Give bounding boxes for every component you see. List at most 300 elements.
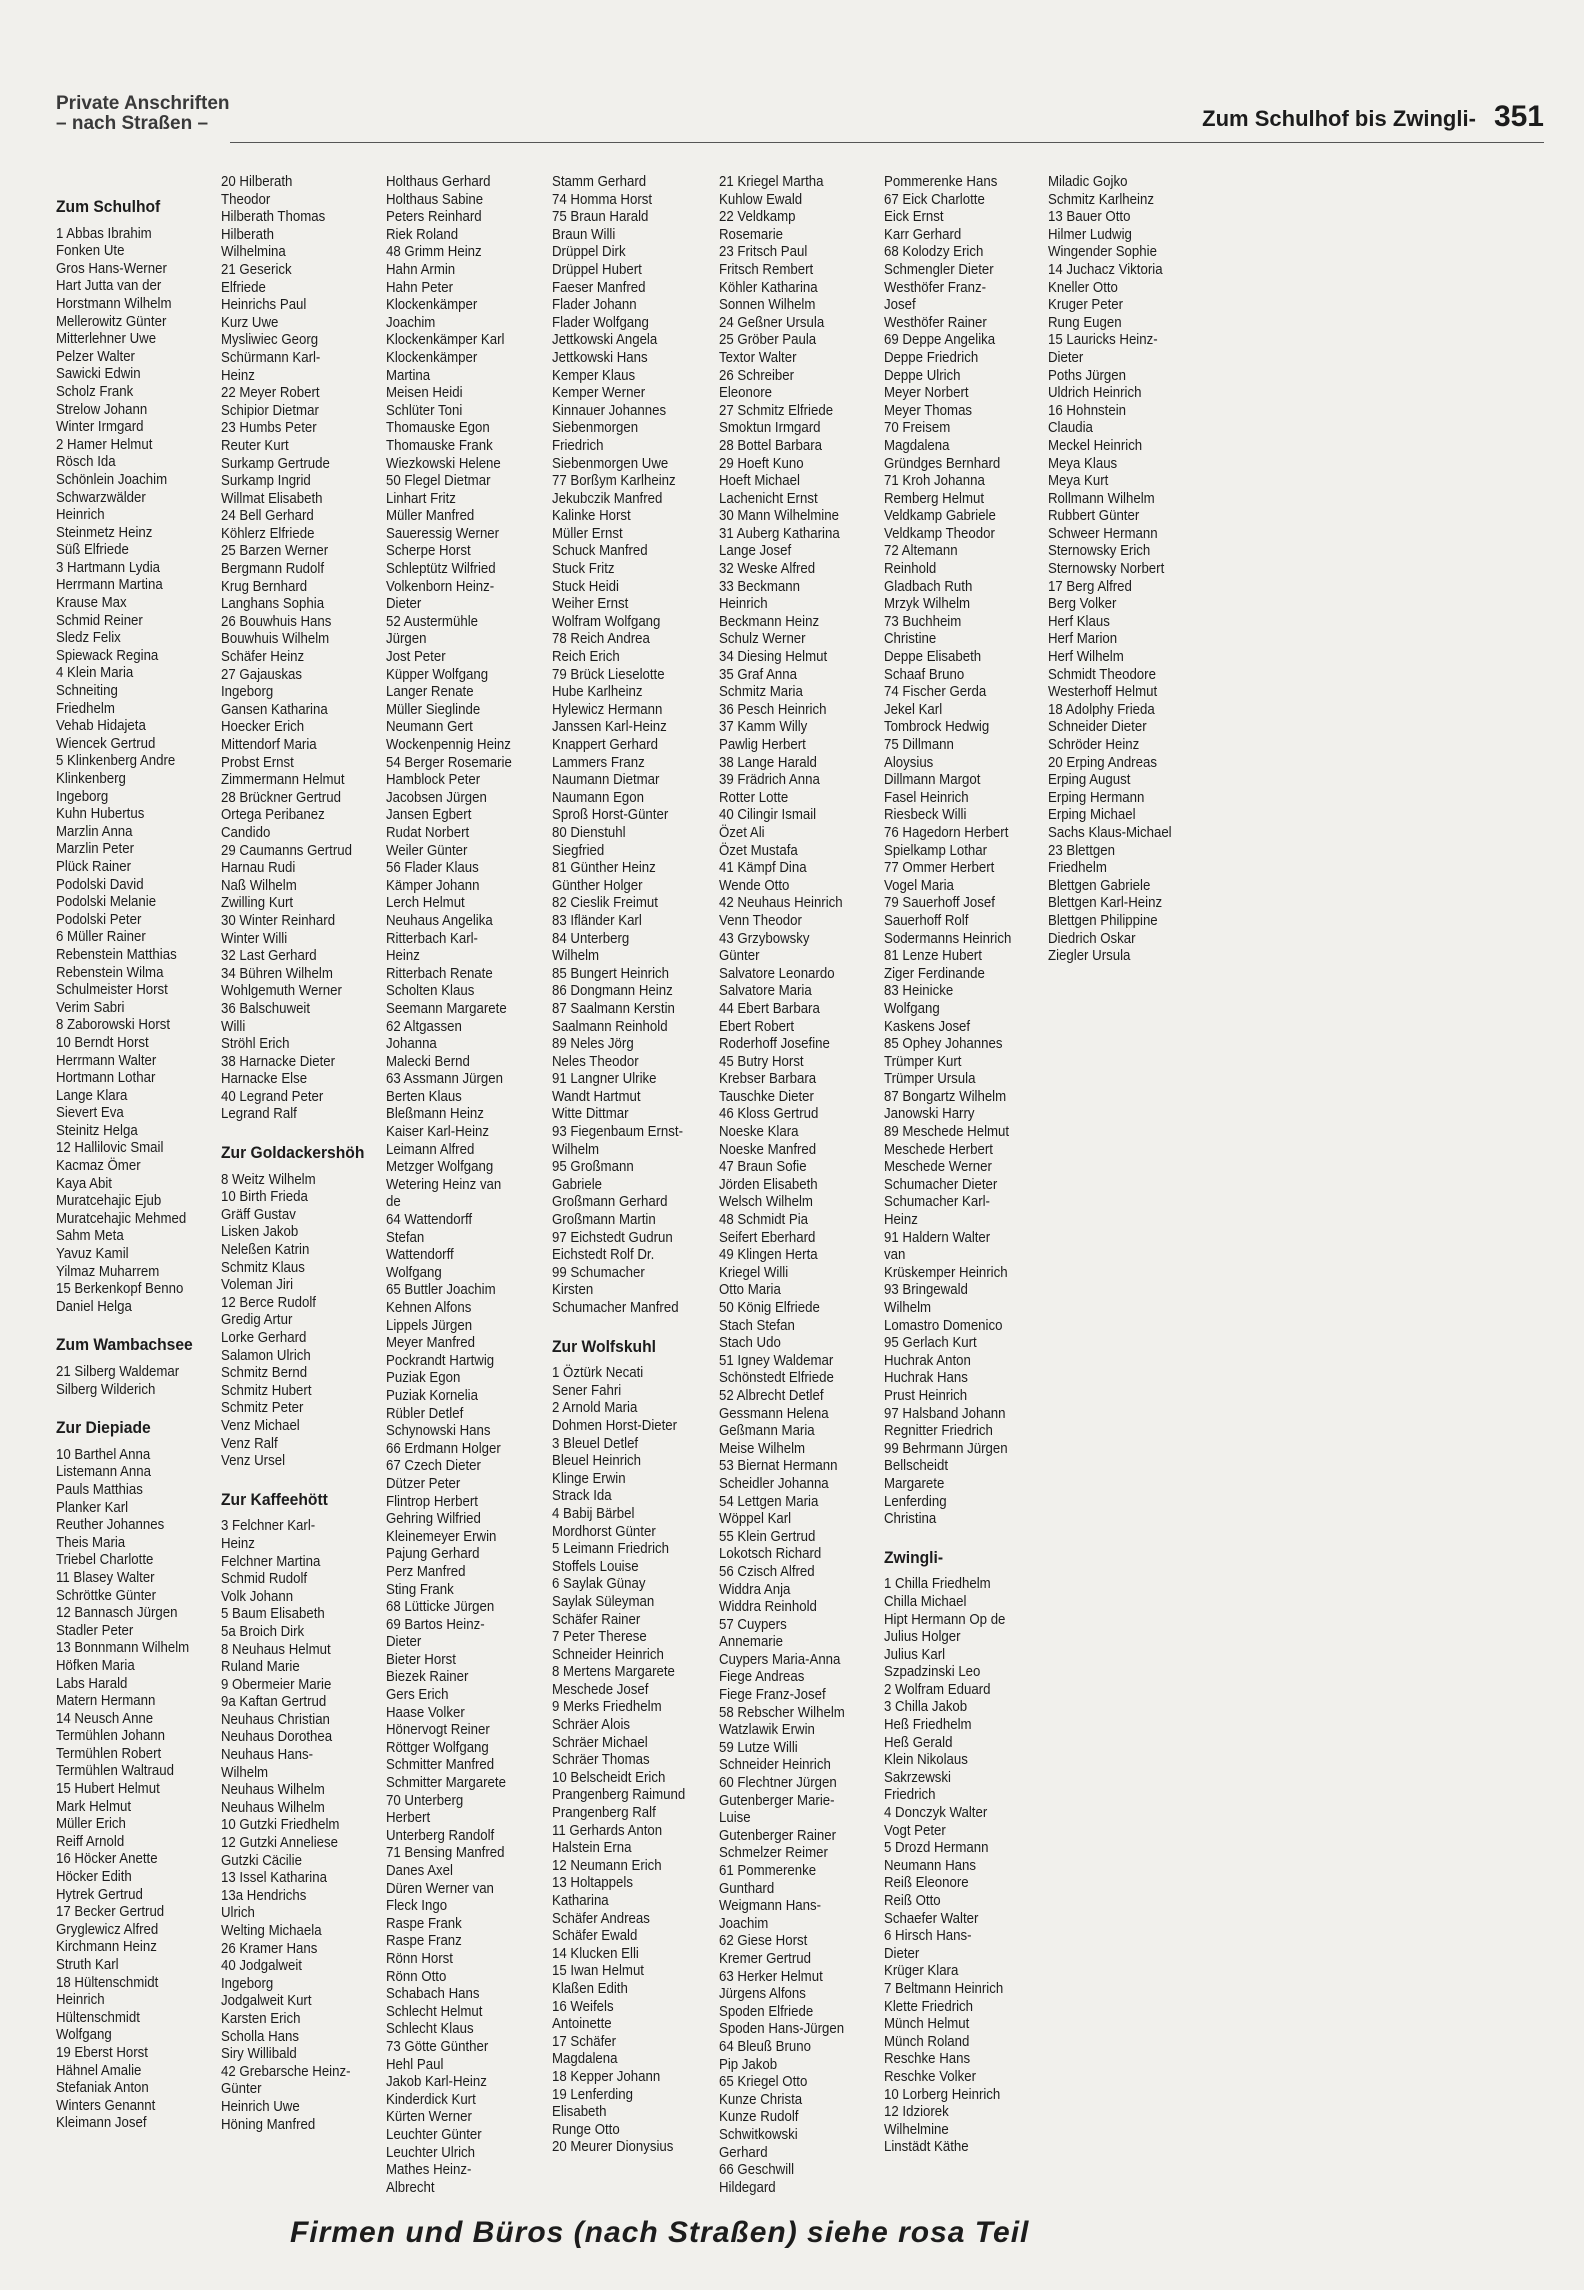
resident-entry: Spoden Elfriede — [719, 2003, 814, 2020]
resident-entry: Herbert — [386, 1810, 431, 1827]
resident-entry: 24 Bell Gerhard — [221, 508, 314, 525]
resident-entry: 13 Bauer Otto — [1048, 209, 1131, 226]
resident-entry: 6 Saylak Günay — [552, 1576, 646, 1593]
resident-entry: Özet Mustafa — [719, 842, 798, 859]
resident-entry: Cuypers Maria-Anna — [719, 1651, 841, 1668]
resident-entry: Theis Maria — [56, 1534, 126, 1551]
resident-entry: Schmitz Peter — [221, 1400, 304, 1417]
resident-entry: 56 Czisch Alfred — [719, 1563, 815, 1580]
resident-entry: Heinz — [386, 948, 420, 965]
resident-entry: Jost Peter — [386, 649, 446, 666]
resident-entry: Kämper Johann — [386, 877, 480, 894]
resident-entry: Ziger Ferdinande — [884, 965, 985, 982]
resident-entry: Watzlawik Erwin — [719, 1722, 815, 1739]
resident-entry: Jekel Karl — [884, 701, 943, 718]
resident-entry: Lerch Helmut — [386, 895, 465, 912]
resident-entry: Klinkenberg — [56, 771, 126, 787]
resident-entry: Rönn Otto — [386, 1968, 447, 1985]
resident-entry: Heß Gerald — [884, 1734, 953, 1751]
resident-entry: Siegfried — [552, 842, 605, 859]
resident-entry: Schabach Hans — [386, 1986, 480, 2003]
resident-entry: 54 Berger Rosemarie — [386, 754, 512, 771]
resident-entry: Volk Johann — [221, 1588, 294, 1605]
resident-entry: Kurz Uwe — [221, 314, 279, 331]
resident-entry: Hilberath — [221, 226, 274, 243]
resident-entry: Kaiser Karl-Heinz — [386, 1124, 490, 1141]
resident-entry: 11 Gerhards Anton — [552, 1822, 663, 1839]
resident-entry: 10 Gutzki Friedhelm — [221, 1817, 340, 1834]
resident-entry: 10 Birth Frieda — [221, 1189, 308, 1206]
resident-entry: Schmidt Theodore — [1048, 666, 1156, 683]
resident-entry: 10 Lorberg Heinrich — [884, 2086, 1001, 2103]
resident-entry: Unterberg Randolf — [386, 1827, 495, 1844]
resident-entry: 5 Leimann Friedrich — [552, 1541, 670, 1558]
resident-entry: Reinhold — [884, 561, 937, 578]
resident-entry: Naumann Egon — [552, 789, 645, 806]
resident-entry: Probst Ernst — [221, 754, 294, 771]
resident-entry: Sting Frank — [386, 1581, 454, 1598]
resident-entry: Sachs Klaus-Michael — [1048, 824, 1172, 841]
resident-entry: 3 Bleuel Detlef — [552, 1435, 639, 1452]
resident-entry: Martina — [386, 367, 431, 384]
resident-entry: Muratcehajic Ejub — [56, 1193, 162, 1210]
resident-entry: Tombrock Hedwig — [884, 719, 990, 736]
resident-entry: Hildegard — [719, 2179, 776, 2196]
resident-entry: Margarete — [884, 1475, 945, 1492]
resident-entry: Stefaniak Anton — [56, 2080, 149, 2097]
resident-entry: 63 Assmann Jürgen — [386, 1071, 504, 1088]
resident-entry: Schräer Thomas — [552, 1752, 650, 1769]
resident-entry: Kleinemeyer Erwin — [386, 1528, 497, 1545]
resident-entry: Flader Johann — [552, 297, 637, 314]
resident-entry: Kunze Christa — [719, 2091, 803, 2108]
resident-entry: Roderhoff Josefine — [719, 1036, 830, 1053]
resident-entry: 81 Lenze Hubert — [884, 948, 982, 965]
resident-entry: Wilhelm — [221, 1764, 269, 1781]
resident-entry: 17 Becker Gertrud — [56, 1904, 165, 1921]
resident-entry: 64 Bleuß Bruno — [719, 2038, 811, 2055]
resident-entry: Schäfer Ewald — [552, 1928, 638, 1945]
resident-entry: Raspe Frank — [386, 1915, 462, 1932]
resident-entry: 40 Legrand Peter — [221, 1088, 324, 1105]
resident-entry: Siebenmorgen Uwe — [552, 455, 669, 472]
resident-entry: Berten Klaus — [386, 1088, 462, 1105]
resident-entry: Hoeft Michael — [719, 473, 800, 490]
resident-entry: Herf Marion — [1048, 631, 1118, 648]
resident-entry: 1 Chilla Friedhelm — [884, 1576, 991, 1593]
resident-entry: Schaefer Walter — [884, 1910, 979, 1927]
resident-entry: Kacmaz Ömer — [56, 1158, 141, 1175]
resident-entry: Sahm Meta — [56, 1228, 124, 1245]
resident-entry: Erping August — [1048, 772, 1131, 789]
resident-entry: Neuhaus Dorothea — [221, 1729, 333, 1746]
resident-entry: Tauschke Dieter — [719, 1088, 814, 1105]
resident-entry: Schneider Heinrich — [719, 1757, 831, 1774]
street-heading: Zum Wambachsee — [56, 1335, 193, 1355]
resident-entry: Dohmen Horst-Dieter — [552, 1417, 678, 1434]
resident-entry: 12 Berce Rudolf — [221, 1294, 316, 1311]
resident-entry: Wilhelm — [552, 1141, 600, 1158]
resident-entry: Schneider Heinrich — [552, 1646, 664, 1663]
resident-entry: Ebert Robert — [719, 1018, 795, 1035]
resident-entry: Ulrich — [221, 1905, 255, 1922]
resident-entry: 29 Hoeft Kuno — [719, 455, 804, 472]
resident-entry: Küpper Wolfgang — [386, 666, 489, 683]
resident-entry: 2 Wolfram Eduard — [884, 1681, 991, 1698]
resident-entry: 28 Brückner Gertrud — [221, 789, 341, 806]
resident-entry: Gründges Bernhard — [884, 455, 1001, 472]
resident-entry: Rung Eugen — [1048, 314, 1122, 331]
resident-entry: Termühlen Robert — [56, 1745, 162, 1762]
resident-entry: 20 Meurer Dionysius — [552, 2139, 674, 2156]
resident-entry: Neumann Gert — [386, 719, 473, 736]
resident-entry: Kleimann Josef — [56, 2115, 147, 2132]
resident-entry: 12 Hallilovic Smail — [56, 1140, 164, 1157]
resident-entry: Smoktun Irmgard — [719, 420, 821, 437]
resident-entry: Schmitter Manfred — [386, 1757, 495, 1774]
resident-entry: 51 Igney Waldemar — [719, 1352, 834, 1369]
resident-entry: Hilberath Thomas — [221, 209, 326, 226]
resident-entry: Termühlen Johann — [56, 1728, 165, 1745]
resident-entry: 15 Iwan Helmut — [552, 1963, 644, 1980]
resident-entry: Hytrek Gertrud — [56, 1886, 143, 1903]
resident-entry: Braun Willi — [552, 226, 616, 243]
resident-entry: Reuter Kurt — [221, 437, 289, 454]
resident-entry: Schmitter Margarete — [386, 1775, 506, 1792]
resident-entry: 86 Dongmann Heinz — [552, 983, 673, 1000]
resident-entry: Klockenkämper — [386, 349, 478, 366]
resident-entry: Saalmann Reinhold — [552, 1018, 668, 1035]
resident-entry: Neuhaus Christian — [221, 1711, 330, 1728]
resident-entry: Langer Renate — [386, 684, 474, 701]
resident-entry: Faeser Manfred — [552, 279, 646, 296]
resident-entry: Krüger Klara — [884, 1963, 959, 1980]
resident-entry: Pommerenke Hans — [884, 174, 998, 190]
resident-entry: Rönn Horst — [386, 1950, 453, 1967]
resident-entry: Veldkamp Gabriele — [884, 508, 996, 525]
resident-entry: Sproß Horst-Günter — [552, 807, 669, 824]
resident-entry: Planker Karl — [56, 1499, 129, 1516]
listing-column-3 — [386, 174, 512, 2197]
resident-entry: Widdra Anja — [719, 1581, 791, 1598]
resident-entry: Kuhlow Ewald — [719, 191, 803, 208]
resident-entry: Jacobsen Jürgen — [386, 789, 487, 806]
resident-entry: Theodor — [221, 191, 271, 208]
resident-entry: Großmann Gerhard — [552, 1194, 668, 1211]
resident-entry: Neuhaus Wilhelm — [221, 1782, 325, 1799]
resident-entry: Witte Dittmar — [552, 1106, 629, 1123]
resident-entry: Ritterbach Karl- — [386, 930, 478, 947]
resident-entry: Weigmann Hans- — [719, 1898, 822, 1915]
resident-entry: Berg Volker — [1048, 596, 1117, 613]
resident-entry: Gutenberger Marie- — [719, 1792, 835, 1809]
resident-entry: Peters Reinhard — [386, 209, 482, 226]
resident-entry: 47 Braun Sofie — [719, 1159, 807, 1176]
resident-entry: Thomauske Egon — [386, 420, 490, 437]
resident-entry: 31 Auberg Katharina — [719, 525, 840, 542]
resident-entry: 84 Unterberg — [552, 930, 630, 947]
resident-entry: Schmid Rudolf — [221, 1571, 308, 1588]
resident-entry: 99 Behrmann Jürgen — [884, 1440, 1008, 1457]
resident-entry: Rosemarie — [719, 226, 784, 243]
resident-entry: Schröttke Günter — [56, 1587, 157, 1604]
resident-entry: Schulmeister Horst — [56, 982, 168, 999]
resident-entry: 93 Fiegenbaum Ernst- — [552, 1124, 683, 1141]
resident-entry: 3 Felchner Karl- — [221, 1518, 316, 1535]
resident-entry: Hylewicz Hermann — [552, 701, 663, 718]
resident-entry: Spoden Hans-Jürgen — [719, 2021, 845, 2038]
resident-entry: Vogt Peter — [884, 1822, 946, 1839]
resident-entry: Danes Axel — [386, 1863, 453, 1879]
resident-entry: Bleßmann Heinz — [386, 1106, 484, 1123]
resident-entry: Schlecht Helmut — [386, 2003, 483, 2020]
resident-entry: 34 Bühren Wilhelm — [221, 965, 333, 982]
resident-entry: 89 Neles Jörg — [552, 1036, 634, 1053]
resident-entry: 14 Klucken Elli — [552, 1945, 639, 1962]
resident-entry: Herrmann Martina — [56, 577, 163, 594]
resident-entry: Meschede Herbert — [884, 1141, 993, 1158]
resident-entry: Janssen Karl-Heinz — [552, 719, 667, 736]
resident-entry: Rudat Norbert — [386, 824, 470, 841]
resident-entry: Gabriele — [552, 1176, 603, 1193]
resident-entry: Welting Michaela — [221, 1923, 322, 1939]
listing-column-1 — [56, 174, 193, 2133]
resident-entry: Wingender Sophie — [1048, 244, 1157, 261]
resident-entry: Gers Erich — [386, 1687, 449, 1704]
resident-entry: Klinge Erwin — [552, 1470, 626, 1487]
resident-entry: Matern Hermann — [56, 1693, 156, 1710]
resident-entry: 18 Hültenschmidt — [56, 1974, 159, 1991]
resident-entry: Wende Otto — [719, 877, 790, 894]
resident-entry: 66 Erdmann Holger — [386, 1440, 501, 1457]
resident-entry: Schmitz Klaus — [221, 1259, 305, 1276]
street-heading: Zur Diepiade — [56, 1418, 151, 1438]
resident-entry: Naß Wilhelm — [221, 877, 297, 894]
resident-entry: Scholla Hans — [221, 2028, 300, 2045]
resident-entry: Kürten Werner — [386, 2109, 472, 2126]
resident-entry: Surkamp Ingrid — [221, 473, 311, 490]
resident-entry: Schmitz Karlheinz — [1048, 191, 1154, 208]
resident-entry: 48 Schmidt Pia — [719, 1212, 809, 1229]
resident-entry: Jansen Egbert — [386, 807, 472, 824]
resident-entry: Kemper Klaus — [552, 367, 636, 384]
resident-entry: Stefan — [386, 1229, 425, 1246]
resident-entry: Flader Wolfgang — [552, 314, 649, 331]
resident-entry: 81 Günther Heinz — [552, 860, 656, 877]
resident-entry: Bieter Horst — [386, 1651, 456, 1668]
resident-entry: Chilla Michael — [884, 1593, 967, 1610]
resident-entry: Zimmermann Helmut — [221, 772, 345, 789]
resident-entry: Meschede Werner — [884, 1159, 992, 1176]
resident-entry: Hültenschmidt — [56, 2009, 140, 2026]
resident-entry: Yavuz Kamil — [56, 1246, 129, 1263]
resident-entry: Magdalena — [552, 2051, 618, 2068]
resident-entry: Kirchmann Heinz — [56, 1939, 157, 1956]
page-number: 351 — [1493, 100, 1544, 133]
resident-entry: 46 Kloss Gertrud — [719, 1106, 819, 1123]
resident-entry: 10 Barthel Anna — [56, 1446, 151, 1463]
resident-entry: Heinrich — [56, 507, 105, 524]
resident-entry: 53 Biernat Hermann — [719, 1458, 838, 1475]
resident-entry: Halstein Erna — [552, 1840, 632, 1857]
resident-entry: Schulz Werner — [719, 631, 806, 648]
resident-entry: 36 Pesch Heinrich — [719, 701, 827, 718]
resident-entry: 4 Donczyk Walter — [884, 1805, 988, 1822]
resident-entry: Stoffels Louise — [552, 1558, 639, 1575]
street-heading: Zum Schulhof — [56, 197, 161, 216]
resident-entry: Friedhelm — [1048, 860, 1107, 877]
resident-entry: Wilhelm — [884, 1300, 932, 1316]
resident-entry: Stuck Heidi — [552, 578, 619, 595]
resident-entry: Willmat Elisabeth — [221, 490, 323, 507]
resident-entry: 21 Silberg Waldemar — [56, 1364, 180, 1380]
resident-entry: Münch Helmut — [884, 2016, 970, 2033]
resident-entry: 22 Veldkamp — [719, 209, 796, 226]
resident-entry: 12 Neumann Erich — [552, 1857, 662, 1874]
resident-entry: Wolfgang — [884, 1000, 940, 1017]
resident-entry: Blettgen Philippine — [1048, 912, 1158, 929]
resident-entry: Hart Jutta van der — [56, 278, 162, 295]
resident-entry: Verim Sabri — [56, 999, 125, 1016]
resident-entry: Sternowsky Norbert — [1048, 561, 1165, 578]
resident-entry: Kuhn Hubertus — [56, 806, 145, 823]
resident-entry: Scheidler Johanna — [719, 1475, 829, 1492]
resident-entry: Schmelzer Reimer — [719, 1845, 828, 1862]
resident-entry: Heinrich — [56, 1992, 105, 2009]
resident-entry: Mrzyk Wilhelm — [884, 596, 971, 613]
resident-entry: Legrand Ralf — [221, 1106, 297, 1123]
resident-entry: Kemper Werner — [552, 385, 646, 402]
resident-entry: Neuhaus Wilhelm — [221, 1799, 325, 1816]
resident-entry: Heinrich Uwe — [221, 2098, 300, 2115]
resident-entry: 23 Fritsch Paul — [719, 244, 808, 261]
resident-entry: Huchrak Hans — [884, 1370, 968, 1387]
resident-entry: 23 Blettgen — [1048, 842, 1115, 859]
resident-entry: Hönervogt Reiner — [386, 1722, 490, 1739]
resident-entry: Rebenstein Wilma — [56, 964, 164, 981]
resident-entry: Meyer Norbert — [884, 385, 969, 402]
resident-entry: Schwitkowski — [719, 2126, 798, 2143]
resident-entry: Scholz Frank — [56, 383, 134, 400]
resident-entry: Harnacke Else — [221, 1071, 308, 1088]
resident-entry: 91 Langner Ulrike — [552, 1071, 657, 1088]
resident-entry: Herrmann Walter — [56, 1052, 157, 1069]
resident-entry: Schneider Dieter — [1048, 719, 1147, 736]
resident-entry: Diedrich Oskar — [1048, 930, 1136, 947]
resident-entry: 17 Schäfer — [552, 2033, 617, 2050]
resident-entry: Reich Erich — [552, 649, 620, 666]
resident-entry: 58 Rebscher Wilhelm — [719, 1704, 845, 1721]
resident-entry: 26 Bouwhuis Hans — [221, 613, 332, 630]
resident-entry: Sawicki Edwin — [56, 366, 141, 383]
resident-entry: 72 Altemann — [884, 543, 958, 560]
resident-entry: 32 Last Gerhard — [221, 948, 317, 965]
resident-entry: Ingeborg — [56, 788, 109, 805]
resident-entry: 9 Obermeier Marie — [221, 1676, 332, 1693]
resident-entry: van — [884, 1247, 906, 1264]
resident-entry: Hahn Peter — [386, 279, 453, 296]
resident-entry: Reiß Otto — [884, 1893, 941, 1909]
resident-entry: Claudia — [1048, 420, 1093, 437]
resident-entry: 24 Geßner Ursula — [719, 314, 825, 331]
resident-entry: 80 Dienstuhl — [552, 824, 626, 841]
resident-entry: Struth Karl — [56, 1957, 119, 1973]
resident-entry: 12 Gutzki Anneliese — [221, 1835, 339, 1852]
resident-entry: Steinitz Helga — [56, 1122, 138, 1139]
resident-entry: Meckel Heinrich — [1048, 437, 1143, 454]
resident-entry: Rotter Lotte — [719, 789, 789, 806]
resident-entry: 5a Broich Dirk — [221, 1623, 305, 1640]
resident-entry: 16 Hohnstein — [1048, 402, 1127, 419]
resident-entry: Kruger Peter — [1048, 297, 1124, 314]
resident-entry: 50 Flegel Dietmar — [386, 473, 491, 490]
resident-entry: Plück Rainer — [56, 858, 132, 875]
resident-entry: Vogel Maria — [884, 877, 954, 894]
resident-entry: Salvatore Maria — [719, 983, 812, 1000]
resident-entry: Reschke Volker — [884, 2068, 976, 2085]
resident-entry: 8 Weitz Wilhelm — [221, 1171, 316, 1188]
resident-entry: 22 Meyer Robert — [221, 385, 320, 402]
resident-entry: Textor Walter — [719, 349, 797, 366]
resident-entry: Janowski Harry — [884, 1106, 975, 1123]
resident-entry: 67 Czech Dieter — [386, 1458, 481, 1475]
resident-entry: Rübler Detlef — [386, 1405, 464, 1422]
resident-entry: Jodgalweit Kurt — [221, 1993, 312, 2010]
resident-entry: 14 Neusch Anne — [56, 1710, 154, 1727]
resident-entry: Deppe Friedrich — [884, 349, 979, 366]
resident-entry: Röttger Wolfgang — [386, 1739, 489, 1756]
resident-entry: Pajung Gerhard — [386, 1546, 480, 1563]
resident-entry: Neuhaus Hans- — [221, 1747, 313, 1764]
resident-entry: 71 Bensing Manfred — [386, 1845, 505, 1862]
resident-entry: Kremer Gertrud — [719, 1950, 811, 1967]
resident-entry: Winter Irmgard — [56, 419, 144, 436]
resident-entry: Triebel Charlotte — [56, 1552, 154, 1569]
resident-entry: Kaskens Josef — [884, 1018, 971, 1035]
resident-entry: Schipior Dietmar — [221, 402, 319, 419]
resident-entry: Blettgen Karl-Heinz — [1048, 895, 1163, 912]
resident-entry: Magdalena — [884, 437, 950, 454]
resident-entry: Meyer Manfred — [386, 1335, 476, 1352]
resident-entry: Strelow Johann — [56, 401, 148, 418]
page-header-right — [1202, 100, 1544, 134]
resident-entry: 91 Haldern Walter — [884, 1229, 991, 1246]
resident-entry: Prust Heinrich — [884, 1387, 968, 1404]
resident-entry: Schumacher Dieter — [884, 1176, 998, 1193]
resident-entry: Otto Maria — [719, 1282, 781, 1299]
resident-entry: 26 Schreiber — [719, 367, 795, 384]
resident-entry: 8 Neuhaus Helmut — [221, 1641, 331, 1658]
resident-entry: Kunze Rudolf — [719, 2109, 799, 2126]
resident-entry: Pawlig Herbert — [719, 737, 806, 753]
resident-entry: Ingeborg — [221, 1975, 274, 1992]
resident-entry: 73 Buchheim — [884, 613, 962, 630]
resident-entry: Höfken Maria — [56, 1657, 135, 1674]
resident-entry: Sternowsky Erich — [1048, 543, 1151, 560]
resident-entry: Klockenkämper Karl — [386, 332, 505, 349]
resident-entry: Willi — [221, 1018, 246, 1035]
resident-entry: Drüppel Hubert — [552, 261, 642, 278]
resident-entry: Münch Roland — [884, 2033, 970, 2050]
resident-entry: Hortmann Lothar — [56, 1070, 156, 1087]
resident-entry: Hamblock Peter — [386, 772, 481, 789]
resident-entry: 20 Hilberath — [221, 174, 293, 190]
resident-entry: Luise — [719, 1810, 751, 1827]
resident-entry: Elisabeth — [552, 2104, 607, 2121]
resident-entry: Puziak Egon — [386, 1370, 461, 1387]
resident-entry: Beckmann Heinz — [719, 613, 820, 630]
resident-entry: Felchner Martina — [221, 1553, 321, 1570]
